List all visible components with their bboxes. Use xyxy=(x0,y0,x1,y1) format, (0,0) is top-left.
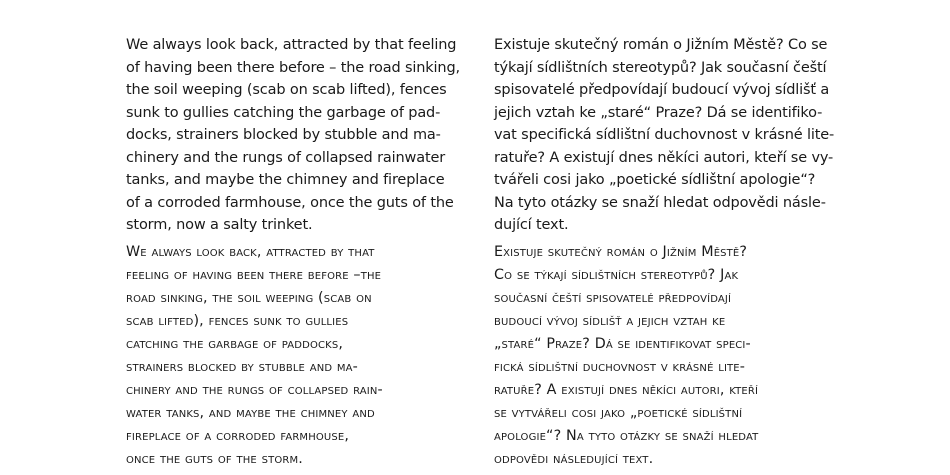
text-line: strainers blocked by stubble and ma- xyxy=(126,359,358,375)
text-line: jejich vztah ke „staré“ Praze? Dá se identifiko- xyxy=(494,104,823,121)
text-line: odpovědi následující text. xyxy=(494,451,654,467)
text-line: chinery and the rungs of collapsed rainwater xyxy=(126,149,446,166)
text-line: ratuře? A existují dnes někíci autori, kteří se vy- xyxy=(494,149,834,166)
text-line: současní čeští spisovatelé předpovídají xyxy=(494,290,732,306)
text-line: water tanks, and maybe the chimney and xyxy=(126,405,375,421)
text-line: once the guts of the storm. xyxy=(126,451,303,467)
text-line: Existuje skutečný román o Jižním Městě? Co se xyxy=(494,37,828,53)
text-line: fireplace of a corroded farmhouse, xyxy=(126,428,350,444)
text-line: sunk to gullies catching the garbage of pad- xyxy=(126,104,441,121)
czech-small-caps-paragraph xyxy=(494,241,758,471)
text-line: Co se týkají sídlištních stereotypů? Jak xyxy=(494,267,739,283)
text-line: chinery and the rungs of collapsed rain- xyxy=(126,382,383,398)
text-line: We always look back, attracted by that feeling xyxy=(126,37,457,53)
text-line: of a corroded farmhouse, once the guts of the xyxy=(126,194,454,211)
text-line: docks, strainers blocked by stubble and ma- xyxy=(126,127,441,143)
text-line: budoucí vývoj sídlišť a jejich vztah ke xyxy=(494,313,726,329)
text-line: tanks, and maybe the chimney and fireplace xyxy=(126,172,445,188)
text-line: tvářeli cosi jako „poetické sídlištní apologie“? xyxy=(494,172,816,188)
text-line: Na tyto otázky se snaží hledat odpovědi násle- xyxy=(494,194,826,211)
text-line: We always look back, attracted by that xyxy=(126,244,375,260)
english-small-caps-paragraph xyxy=(126,241,383,471)
text-line: catching the garbage of paddocks, xyxy=(126,336,344,352)
text-line: of having been there before – the road sinking, xyxy=(126,59,460,76)
text-line: feeling of having been there before –the xyxy=(126,267,382,283)
text-line: se vytvářeli cosi jako „poetické sídlištní xyxy=(494,405,743,421)
text-line: dující text. xyxy=(494,217,569,233)
czech-regular-paragraph xyxy=(494,34,834,237)
english-regular-paragraph xyxy=(126,34,460,237)
text-line: road sinking, the soil weeping (scab on xyxy=(126,290,372,306)
text-line: apologie“? Na tyto otázky se snaží hledat xyxy=(494,428,759,444)
text-line: scab lifted), fences sunk to gullies xyxy=(126,313,349,329)
text-line: vat specifická sídlištní duchovnost v krásné lite- xyxy=(494,127,835,143)
text-line: storm, now a salty trinket. xyxy=(126,217,313,233)
text-line: Existuje skutečný román o Jižním Městě? xyxy=(494,244,748,260)
text-line: „staré“ Praze? Dá se identifikovat speci- xyxy=(494,336,751,352)
text-line: týkají sídlištních stereotypů? Jak současní čeští xyxy=(494,59,827,76)
text-line: the soil weeping (scab on scab lifted), fences xyxy=(126,82,447,98)
text-line: fická sídlištní duchovnost v krásné lite- xyxy=(494,359,746,375)
text-line: ratuře? A existují dnes někíci autori, kteří xyxy=(494,382,759,398)
text-line: spisovatelé předpovídají budoucí vývoj sídlišť a xyxy=(494,82,830,98)
